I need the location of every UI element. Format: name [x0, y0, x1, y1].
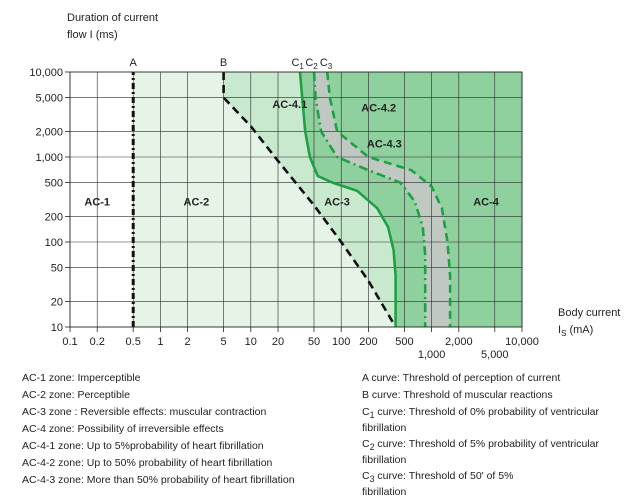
legend-ac2: AC-2 zone: Perceptible	[22, 389, 130, 401]
curve-label-c3: $C_3$	[319, 57, 333, 71]
y-tick-label-50: 50	[50, 262, 63, 275]
legend-left	[22, 372, 342, 491]
zone-label-ac-1: AC-1	[84, 196, 111, 209]
legend-ac4-2: AC-4-2 zone: Up to 50% probability of heart fibrillation	[22, 457, 273, 469]
legend-ac4-1: AC-4-1 zone: Up to 5%probability of heart fibrillation	[22, 440, 264, 452]
curve-label-b: B	[219, 57, 228, 69]
zone-label-ac-4.1: AC-4.1	[272, 99, 308, 112]
legend-c3-base: C	[362, 470, 370, 483]
legend-b-curve: B curve: Threshold of muscular reactions	[362, 389, 553, 401]
curve-label-c1: $C_1$	[291, 57, 304, 71]
legend-ac1: AC-1 zone: Imperceptible	[22, 372, 141, 384]
y-tick-label-10,000: 10,000	[29, 67, 63, 79]
y-tick-label-2,000: 2,000	[35, 126, 63, 139]
legend-c3-curve	[362, 470, 634, 499]
curve-label-c2: $C_2$	[305, 57, 318, 71]
x-axis-title: Body current	[558, 307, 621, 319]
y-tick-label-5,000: 5,000	[35, 92, 63, 105]
legend-ac4-3: AC-4-3 zone: More than 50% probability of heart fibrillation	[22, 474, 295, 486]
x-tick-label-20: 20	[271, 336, 285, 348]
legend-ac4: AC-4 zone: Possibility of irreversible effects	[22, 423, 224, 435]
x-tick-label-0.5: 0.5	[125, 336, 141, 348]
x-tick-label-0.1: 0.1	[62, 336, 78, 348]
legend-right	[362, 372, 634, 502]
legend-ac3: AC-3 zone : Reversible effects: muscular contraction	[22, 406, 267, 418]
y-tick-label-500: 500	[44, 177, 63, 190]
x-axis-unit: $I_S$ (mA)	[558, 324, 594, 338]
legend-c2-curve	[362, 438, 634, 467]
x-tick-label-2: 2	[184, 336, 191, 348]
legend-c2-sub: 2	[369, 442, 375, 453]
zone-label-ac-4.2: AC-4.2	[361, 102, 397, 115]
y-tick-label-200: 200	[44, 211, 63, 224]
x-tick-label-2,000: 2,000	[445, 336, 473, 348]
legend-c2-base: C	[362, 438, 370, 451]
legend-c1-sub: 1	[369, 410, 375, 421]
x-tick-label-50: 50	[307, 336, 321, 348]
x-tick-label-0.2: 0.2	[89, 336, 105, 348]
zone-label-ac-3: AC-3	[324, 196, 350, 209]
x-tick-label-1,000: 1,000	[417, 349, 446, 361]
x-tick-label-5: 5	[220, 336, 227, 348]
x-tick-label-1: 1	[157, 336, 164, 348]
legend-c3-text: curve: Threshold of 50' of 5%	[374, 470, 514, 483]
x-tick-label-500: 500	[395, 336, 414, 348]
y-axis-title-line2: flow I (ms)	[67, 29, 118, 41]
legend-c3-text2: fibrillation	[362, 486, 407, 499]
x-tick-label-10: 10	[244, 336, 257, 348]
legend-c3-sub: 3	[369, 474, 375, 485]
y-tick-label-1,000: 1,000	[35, 152, 63, 164]
curve-label-a: A	[129, 57, 137, 69]
legend-c1-curve	[362, 406, 634, 435]
legend-c1-base: C	[362, 406, 370, 418]
zone-label-ac-4.3: AC-4.3	[366, 138, 402, 151]
legend-a-curve: A curve: Threshold of perception of current	[362, 372, 561, 384]
x-tick-label-100: 100	[332, 336, 351, 348]
y-axis-title-line1: Duration of current	[67, 12, 159, 24]
y-tick-label-10: 10	[50, 322, 63, 334]
x-tick-label-10,000: 10,000	[505, 336, 539, 348]
y-tick-label-20: 20	[50, 296, 63, 309]
x-tick-label-200: 200	[359, 336, 378, 348]
legend-c1-text: curve: Threshold of 0% probability of ventricular fibrillation	[362, 406, 599, 435]
x-tick-label-5,000: 5,000	[481, 349, 509, 361]
legend-c2-text: curve: Threshold of 5% probability of ventricular fibrillation	[362, 438, 599, 467]
y-tick-label-100: 100	[44, 237, 63, 249]
zone-label-ac-4: AC-4	[473, 196, 499, 209]
zone-label-ac-2: AC-2	[183, 196, 210, 209]
